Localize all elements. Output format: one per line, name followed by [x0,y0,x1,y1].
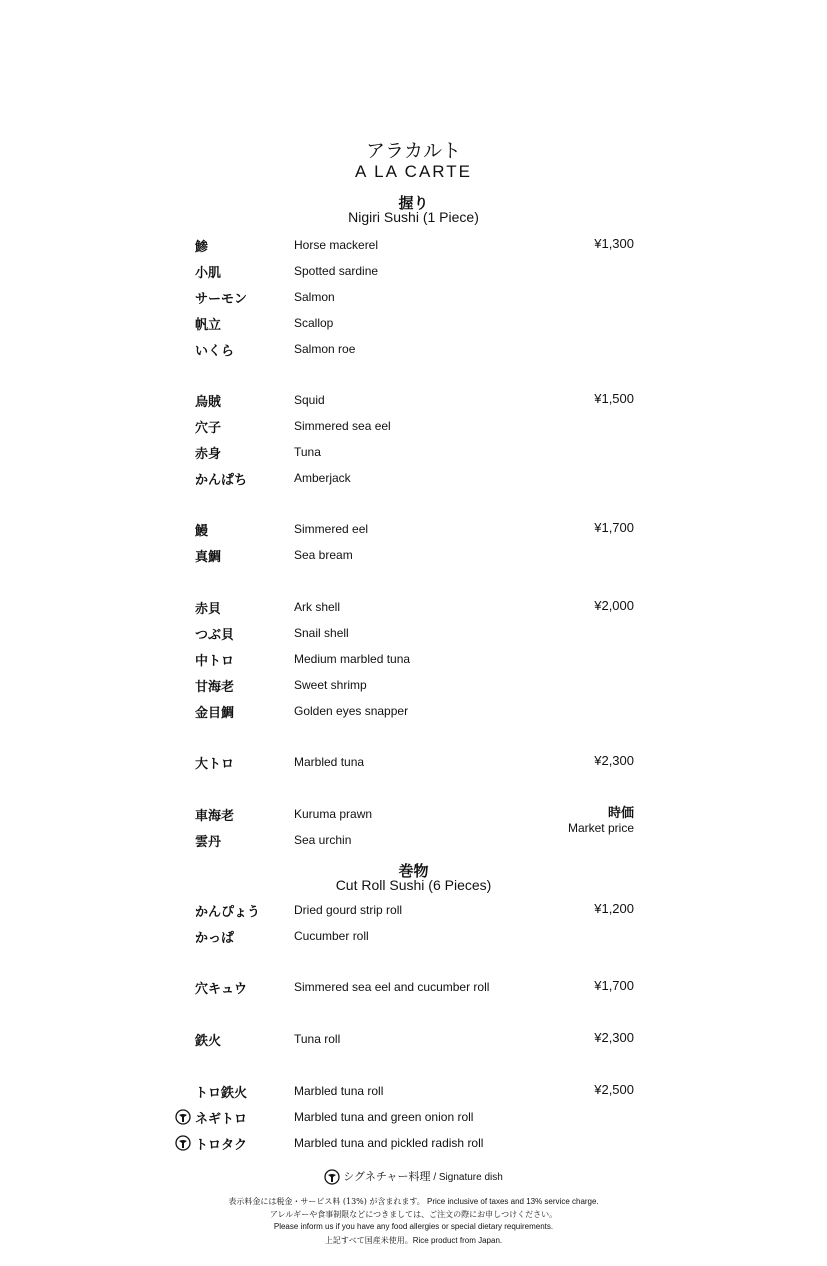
item-name-japanese: かんぱち [195,473,248,488]
item-name-english: Kuruma prawn [294,807,373,821]
rice-note-english: Rice product from Japan. [412,1236,503,1245]
item-name-english: Sea bream [294,548,353,562]
item-name-english: Simmered sea eel [294,419,391,433]
item-name-japanese: 大トロ [195,757,235,772]
item-name-english: Squid [294,393,325,407]
nigiri-section-title-japanese: 握り [398,194,429,212]
item-name-english: Cucumber roll [294,929,369,943]
item-price: ¥1,700 [594,520,634,535]
nigiri-section-title-english: Nigiri Sushi (1 Piece) [348,209,479,225]
item-price: ¥2,300 [594,1030,634,1045]
item-name-japanese: 鯵 [195,240,209,255]
menu-title-english: A LA CARTE [354,162,472,181]
item-name-japanese: 金目鯛 [195,706,235,721]
menu-item [0,753,827,775]
item-name-japanese: 帆立 [195,318,222,333]
item-name-english: Medium marbled tuna [294,652,411,666]
item-name-japanese: いくら [195,344,235,359]
signature-dish-icon [324,1169,340,1185]
item-name-english: Horse mackerel [294,238,379,252]
item-name-japanese: 雲丹 [195,835,222,850]
menu-item [0,927,827,949]
market-price-label [568,802,634,835]
item-name-japanese: トロタク [195,1138,248,1153]
menu-title-japanese: アラカルト [365,140,461,162]
item-name-english: Marbled tuna roll [294,1084,384,1098]
item-name-japanese: 中トロ [195,654,235,669]
item-name-english: Scallop [294,316,334,330]
legend-english: / Signature dish [433,1172,503,1183]
signature-dish-icon [175,1135,191,1151]
item-price: ¥1,300 [594,236,634,251]
signature-legend [0,1168,827,1185]
menu-item [0,676,827,698]
item-name-japanese: サーモン [195,292,248,307]
item-name-japanese: 赤身 [195,447,222,462]
item-name-japanese: 真鯛 [195,550,222,565]
rolls-section-title-japanese: 巻物 [398,862,429,880]
item-name-japanese: かんぴょう [195,905,261,920]
menu-item [0,805,827,827]
item-name-japanese: 小肌 [195,266,222,281]
item-name-japanese: 穴キュウ [195,982,248,997]
item-name-english: Dried gourd strip roll [294,903,403,917]
menu-item [0,314,827,336]
menu-item [0,443,827,465]
menu-item [0,831,827,853]
item-name-japanese: ネギトロ [195,1112,248,1127]
item-name-japanese: 烏賊 [195,395,222,410]
item-price: ¥2,500 [594,1082,634,1097]
item-name-japanese: かっぱ [195,931,235,946]
menu-item [0,340,827,362]
menu-item [0,288,827,310]
menu-item [0,702,827,724]
tax-note-japanese: 表示料金には税金・サービス料 (13%) が含まれます。 [228,1197,425,1206]
item-name-english: Marbled tuna and green onion roll [294,1110,474,1124]
menu-item [0,1030,827,1052]
item-name-japanese: つぶ貝 [195,628,235,643]
item-name-japanese: 甘海老 [195,680,235,695]
footer-allergy-note-japanese: アレルギーや食事制限などにつきましては、ご注文の際にお申しつけください。 [269,1210,558,1219]
menu-item [0,262,827,284]
menu-item [0,1134,827,1156]
item-name-english: Salmon roe [294,342,356,356]
item-name-english: Sea urchin [294,833,352,847]
item-name-english: Marbled tuna and pickled radish roll [294,1136,484,1150]
item-price: ¥2,300 [594,753,634,768]
menu-item [0,391,827,413]
item-price: ¥1,500 [594,391,634,406]
item-name-english: Tuna roll [294,1032,341,1046]
item-name-english: Snail shell [294,626,349,640]
item-name-english: Simmered eel [294,522,369,536]
menu-item [0,598,827,620]
footer-tax-note [0,1196,827,1207]
menu-item [0,236,827,258]
item-name-english: Amberjack [294,471,351,485]
legend-japanese: シグネチャー料理 [343,1170,431,1183]
menu-item [0,978,827,1000]
item-name-english: Golden eyes snapper [294,704,409,718]
market-price-japanese: 時価 [607,806,634,821]
item-name-japanese: 鰻 [195,524,209,539]
footer-rice-note [0,1235,827,1246]
menu-item [0,469,827,491]
tax-note-english: Price inclusive of taxes and 13% service charge. [427,1197,599,1206]
item-name-english: Sweet shrimp [294,678,367,692]
item-name-japanese: 穴子 [195,421,222,436]
item-name-english: Simmered sea eel and cucumber roll [294,980,490,994]
menu-item [0,520,827,542]
footer-allergy-note-english: Please inform us if you have any food allergies or special dietary requirements. [273,1222,554,1231]
item-name-english: Tuna [294,445,321,459]
item-name-english: Spotted sardine [294,264,379,278]
menu-item [0,417,827,439]
item-name-japanese: 車海老 [195,809,235,824]
rolls-section-title-english: Cut Roll Sushi (6 Pieces) [335,877,492,893]
item-name-japanese: トロ鉄火 [195,1086,248,1101]
market-price-english: Market price [567,821,634,835]
menu-item [0,1108,827,1130]
item-name-english: Ark shell [294,600,341,614]
menu-item [0,546,827,568]
signature-dish-icon [175,1109,191,1125]
menu-item [0,624,827,646]
rice-note-japanese: 上記すべて国産米使用。 [324,1236,413,1245]
item-name-english: Marbled tuna [294,755,365,769]
item-price: ¥1,200 [594,901,634,916]
menu-item [0,1082,827,1104]
item-name-english: Salmon [294,290,335,304]
menu-item [0,650,827,672]
item-name-japanese: 鉄火 [195,1034,222,1049]
item-price: ¥2,000 [594,598,634,613]
item-price: ¥1,700 [594,978,634,993]
item-name-japanese: 赤貝 [195,602,222,617]
menu-item [0,901,827,923]
